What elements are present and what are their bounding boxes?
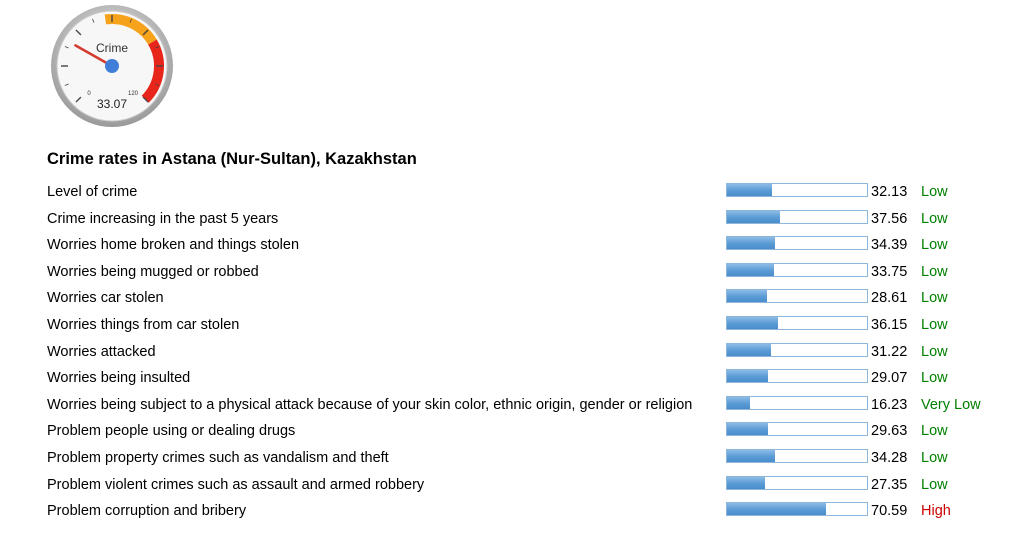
score-value: 34.39 <box>871 237 908 254</box>
row-label: Crime increasing in the past 5 years <box>47 210 279 227</box>
score-value: 29.63 <box>871 423 908 440</box>
gauge-value: 33.07 <box>96 97 128 111</box>
row-label: Worries car stolen <box>47 290 164 307</box>
score-value: 70.59 <box>871 503 908 520</box>
score-rating: Low <box>921 210 948 227</box>
table-row <box>47 419 1007 446</box>
crime-rates-table <box>47 180 1007 526</box>
table-row <box>47 313 1007 340</box>
score-bar-fill <box>727 477 765 489</box>
table-row <box>47 446 1007 473</box>
table-row <box>47 286 1007 313</box>
score-rating: Low <box>921 184 948 200</box>
score-bar <box>726 396 868 410</box>
score-bar <box>726 289 868 303</box>
score-value: 28.61 <box>871 290 908 307</box>
score-value: 31.22 <box>871 343 908 360</box>
page-title: Crime rates in Astana (Nur-Sultan), Kazakhstan <box>47 150 417 168</box>
row-label: Level of crime <box>47 184 138 200</box>
gauge-max-label: 120 <box>127 91 139 97</box>
row-label: Worries being subject to a physical attack because of your skin color, ethnic origin, gender or religion <box>47 396 693 413</box>
score-rating: Low <box>921 370 948 387</box>
score-rating: Low <box>921 290 948 307</box>
score-rating: Low <box>921 237 948 254</box>
row-label: Problem people using or dealing drugs <box>47 423 296 440</box>
score-bar <box>726 236 868 250</box>
score-bar <box>726 369 868 383</box>
score-value: 27.35 <box>871 476 908 493</box>
score-bar <box>726 210 868 224</box>
score-bar-fill <box>727 423 768 435</box>
table-row <box>47 207 1007 234</box>
score-bar-fill <box>727 397 750 409</box>
score-bar-fill <box>727 450 775 462</box>
table-row <box>47 233 1007 260</box>
score-bar-fill <box>727 237 775 249</box>
row-label: Worries being mugged or robbed <box>47 263 259 280</box>
score-bar-fill <box>727 184 772 196</box>
score-rating: Low <box>921 316 948 333</box>
score-bar <box>726 183 868 197</box>
gauge-label: Crime <box>96 41 128 55</box>
table-row <box>47 393 1007 420</box>
score-bar-fill <box>727 370 768 382</box>
table-row <box>47 366 1007 393</box>
score-value: 34.28 <box>871 449 908 466</box>
row-label: Problem violent crimes such as assault and armed robbery <box>47 476 425 493</box>
score-rating: Low <box>921 423 948 440</box>
score-value: 36.15 <box>871 316 908 333</box>
row-label: Problem property crimes such as vandalism and theft <box>47 449 389 466</box>
score-rating: Very Low <box>921 396 981 413</box>
score-value: 32.13 <box>871 184 908 200</box>
score-rating: Low <box>921 263 948 280</box>
row-label: Worries attacked <box>47 343 156 360</box>
score-bar <box>726 316 868 330</box>
gauge-hub <box>105 59 119 73</box>
score-bar-fill <box>727 503 826 515</box>
table-row <box>47 473 1007 500</box>
score-bar <box>726 343 868 357</box>
score-bar <box>726 476 868 490</box>
table-row <box>47 260 1007 287</box>
score-value: 16.23 <box>871 396 908 413</box>
score-rating: Low <box>921 476 948 493</box>
score-value: 37.56 <box>871 210 908 227</box>
score-bar <box>726 422 868 436</box>
table-row <box>47 499 1007 526</box>
score-bar-fill <box>727 211 780 223</box>
score-bar <box>726 502 868 516</box>
table-row <box>47 180 1007 207</box>
row-label: Worries things from car stolen <box>47 316 240 333</box>
score-bar-fill <box>727 264 774 276</box>
score-bar-fill <box>727 290 767 302</box>
score-bar-fill <box>727 344 771 356</box>
score-rating: High <box>921 503 951 520</box>
table-row <box>47 340 1007 367</box>
row-label: Problem corruption and bribery <box>47 503 247 520</box>
score-rating: Low <box>921 343 948 360</box>
score-value: 29.07 <box>871 370 908 387</box>
row-label: Worries home broken and things stolen <box>47 237 300 254</box>
crime-gauge <box>50 4 174 128</box>
score-bar <box>726 263 868 277</box>
score-rating: Low <box>921 449 948 466</box>
score-value: 33.75 <box>871 263 908 280</box>
gauge-min-label: 0 <box>87 91 91 97</box>
row-label: Worries being insulted <box>47 370 191 387</box>
score-bar-fill <box>727 317 778 329</box>
score-bar <box>726 449 868 463</box>
